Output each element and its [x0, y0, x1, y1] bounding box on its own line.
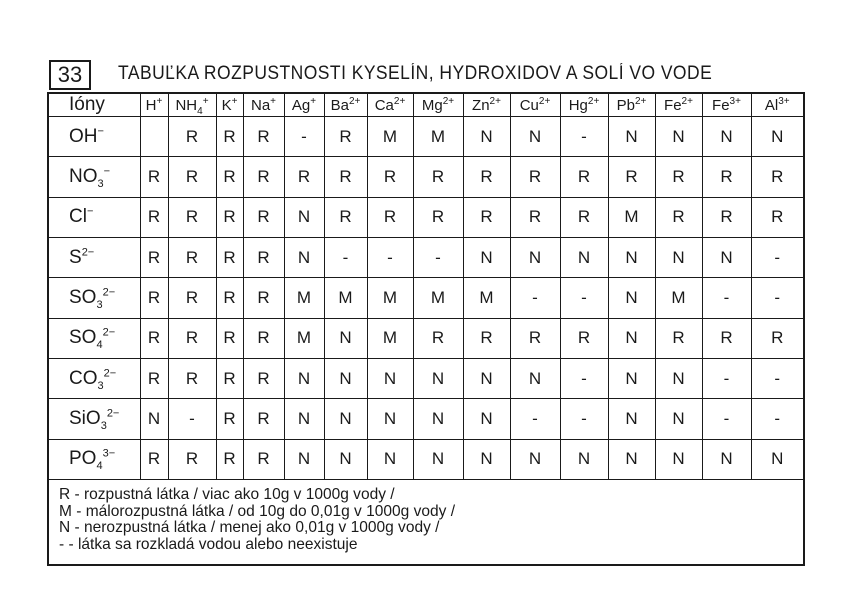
solubility-cell: -	[751, 278, 803, 318]
solubility-cell: N	[702, 237, 751, 277]
solubility-cell: R	[168, 318, 216, 358]
solubility-cell: N	[702, 117, 751, 157]
ion-symbol: H	[145, 96, 157, 114]
ion-symbol: SO	[69, 327, 97, 349]
ion-symbol: Na	[250, 96, 271, 114]
solubility-cell: -	[751, 399, 803, 439]
page-title: TABUĽKA ROZPUSTNOSTI KYSELÍN, HYDROXIDOV A SOLÍ VO VODE	[118, 63, 713, 84]
solubility-cell: N	[367, 399, 413, 439]
solubility-cell: N	[655, 399, 702, 439]
solubility-cell: M	[413, 117, 463, 157]
solubility-cell: R	[168, 117, 216, 157]
ion-symbol: Pb	[616, 96, 635, 114]
solubility-cell: N	[608, 318, 655, 358]
ion-symbol: SO	[69, 286, 97, 308]
solubility-table-frame	[47, 92, 805, 566]
ion-charge: 3+	[729, 95, 741, 107]
ion-charge: 2−	[81, 246, 95, 259]
solubility-cell: N	[413, 439, 463, 479]
table-row	[49, 399, 803, 439]
solubility-cell: R	[243, 399, 284, 439]
ion-symbol: Cl	[69, 206, 87, 228]
solubility-cell: R	[655, 318, 702, 358]
table-row	[49, 237, 803, 277]
ion-charge: 2+	[587, 95, 600, 107]
cation-header	[560, 94, 608, 117]
solubility-cell: R	[243, 117, 284, 157]
solubility-cell: -	[702, 399, 751, 439]
solubility-cell: N	[324, 358, 367, 398]
solubility-cell: R	[243, 278, 284, 318]
solubility-cell: N	[510, 237, 560, 277]
solubility-cell: R	[702, 197, 751, 237]
solubility-cell: M	[284, 278, 324, 318]
ion-charge: +	[270, 95, 277, 107]
solubility-cell: N	[413, 399, 463, 439]
solubility-cell: R	[463, 157, 510, 197]
solubility-cell: R	[216, 399, 243, 439]
ion-symbol: Cu	[519, 96, 539, 114]
ion-symbol: Hg	[568, 96, 588, 114]
solubility-cell: N	[463, 117, 510, 157]
table-row	[49, 197, 803, 237]
solubility-cell: -	[751, 237, 803, 277]
solubility-table	[49, 94, 803, 480]
ion-charge: 2+	[489, 95, 501, 107]
solubility-cell: R	[168, 278, 216, 318]
ion-symbol: Fe	[712, 96, 730, 114]
solubility-cell: N	[608, 237, 655, 277]
solubility-cell: N	[655, 439, 702, 479]
solubility-cell: R	[168, 439, 216, 479]
corner-label: Ióny	[49, 94, 140, 117]
cation-header	[216, 94, 243, 117]
solubility-cell: N	[463, 439, 510, 479]
solubility-cell: R	[702, 318, 751, 358]
solubility-cell	[140, 117, 168, 157]
solubility-cell: M	[367, 318, 413, 358]
anion-label	[49, 358, 140, 398]
ion-charge: −	[103, 165, 111, 178]
solubility-cell: R	[243, 439, 284, 479]
solubility-cell: R	[216, 157, 243, 197]
solubility-cell: N	[510, 439, 560, 479]
table-row	[49, 117, 803, 157]
solubility-cell: -	[702, 358, 751, 398]
ion-subscript: 4	[96, 339, 103, 352]
solubility-cell: R	[168, 358, 216, 398]
solubility-cell: R	[560, 197, 608, 237]
solubility-cell: -	[413, 237, 463, 277]
solubility-cell: N	[284, 358, 324, 398]
cation-header	[751, 94, 803, 117]
ion-charge: +	[231, 95, 238, 107]
ion-symbol: S	[69, 246, 82, 268]
solubility-cell: N	[608, 358, 655, 398]
ion-symbol: PO	[69, 448, 97, 470]
table-row	[49, 157, 803, 197]
cation-header	[140, 94, 168, 117]
table-body	[49, 117, 803, 480]
anion-label	[49, 157, 140, 197]
legend-line-m: M - málorozpustná látka / od 10g do 0,01g v 1000g vody /	[59, 502, 456, 520]
solubility-cell: R	[367, 197, 413, 237]
ion-charge: 2−	[106, 407, 120, 420]
solubility-cell: R	[140, 318, 168, 358]
solubility-cell: R	[140, 157, 168, 197]
solubility-cell: N	[284, 399, 324, 439]
solubility-cell: -	[560, 278, 608, 318]
solubility-cell: -	[168, 399, 216, 439]
ion-charge: 2−	[102, 326, 116, 339]
solubility-cell: N	[510, 117, 560, 157]
solubility-cell: N	[560, 237, 608, 277]
ion-subscript: 4	[96, 460, 103, 473]
ion-charge: +	[202, 95, 209, 107]
solubility-cell: R	[216, 358, 243, 398]
solubility-cell: N	[463, 237, 510, 277]
cation-header	[655, 94, 702, 117]
solubility-cell: R	[140, 278, 168, 318]
solubility-cell: R	[243, 197, 284, 237]
ion-symbol: Al	[764, 96, 779, 114]
ion-charge: 2−	[102, 286, 116, 299]
solubility-cell: -	[560, 399, 608, 439]
ion-subscript: 3	[97, 177, 104, 190]
solubility-cell: N	[463, 399, 510, 439]
solubility-cell: R	[216, 117, 243, 157]
anion-label	[49, 399, 140, 439]
solubility-cell: R	[413, 318, 463, 358]
cation-header	[413, 94, 463, 117]
anion-label	[49, 318, 140, 358]
solubility-cell: R	[463, 318, 510, 358]
solubility-cell: R	[216, 197, 243, 237]
cation-header	[463, 94, 510, 117]
ion-symbol: NO	[69, 165, 98, 187]
table-row	[49, 358, 803, 398]
solubility-cell: N	[367, 358, 413, 398]
cation-header	[702, 94, 751, 117]
table-row	[49, 318, 803, 358]
solubility-cell: N	[751, 439, 803, 479]
solubility-cell: R	[168, 197, 216, 237]
table-number-box	[49, 60, 91, 90]
cation-header	[367, 94, 413, 117]
solubility-cell: N	[608, 439, 655, 479]
ion-subscript: 3	[97, 379, 104, 392]
solubility-cell: R	[751, 157, 803, 197]
ion-charge: 3−	[102, 447, 116, 460]
anion-label	[49, 237, 140, 277]
ion-symbol: SiO	[69, 407, 101, 429]
solubility-cell: M	[463, 278, 510, 318]
ion-subscript: 3	[100, 419, 107, 432]
solubility-cell: R	[463, 197, 510, 237]
solubility-cell: M	[608, 197, 655, 237]
solubility-cell: N	[324, 439, 367, 479]
ion-symbol: Ag	[291, 96, 311, 114]
ion-charge: 2−	[103, 367, 117, 380]
solubility-cell: N	[702, 439, 751, 479]
solubility-cell: R	[608, 157, 655, 197]
solubility-cell: R	[510, 157, 560, 197]
solubility-cell: N	[324, 399, 367, 439]
ion-symbol: K	[221, 96, 232, 114]
solubility-cell: R	[655, 197, 702, 237]
solubility-cell: R	[510, 318, 560, 358]
legend-line-r: R - rozpustná látka / viac ako 10g v 1000g vody /	[59, 486, 395, 503]
solubility-cell: R	[216, 318, 243, 358]
solubility-cell: R	[243, 318, 284, 358]
solubility-cell: R	[367, 157, 413, 197]
solubility-cell: R	[140, 237, 168, 277]
solubility-cell: N	[655, 358, 702, 398]
solubility-cell: R	[324, 197, 367, 237]
ion-symbol: NH	[175, 96, 198, 114]
solubility-cell: M	[284, 318, 324, 358]
anion-label	[49, 117, 140, 157]
ion-symbol: Mg	[421, 96, 443, 114]
solubility-cell: R	[560, 157, 608, 197]
legend-line-dash: - - látka sa rozkladá vodou alebo neexistuje	[59, 535, 358, 553]
ion-symbol: Fe	[664, 96, 682, 114]
solubility-cell: N	[655, 117, 702, 157]
solubility-cell: N	[367, 439, 413, 479]
solubility-cell: N	[608, 278, 655, 318]
solubility-cell: -	[284, 117, 324, 157]
solubility-cell: -	[560, 117, 608, 157]
solubility-cell: -	[324, 237, 367, 277]
ion-charge: 2+	[393, 95, 406, 107]
cation-header	[510, 94, 560, 117]
cation-header	[324, 94, 367, 117]
legend-line-n: N - nerozpustná látka / menej ako 0,01g v 1000g vody /	[59, 519, 440, 536]
ion-charge: +	[310, 95, 317, 107]
solubility-cell: N	[655, 237, 702, 277]
ion-subscript: 4	[197, 105, 203, 117]
cation-header	[168, 94, 216, 117]
solubility-cell: -	[367, 237, 413, 277]
solubility-cell: R	[413, 197, 463, 237]
solubility-cell: R	[324, 117, 367, 157]
solubility-cell: R	[216, 278, 243, 318]
ion-charge: 2+	[681, 95, 693, 107]
ion-charge: 2+	[538, 95, 551, 107]
ion-symbol: Ca	[374, 96, 394, 114]
ion-charge: +	[156, 95, 163, 107]
solubility-cell: M	[655, 278, 702, 318]
solubility-cell: -	[510, 399, 560, 439]
solubility-cell: R	[140, 197, 168, 237]
solubility-cell: R	[510, 197, 560, 237]
solubility-cell: M	[324, 278, 367, 318]
solubility-cell: R	[140, 439, 168, 479]
solubility-cell: -	[510, 278, 560, 318]
solubility-cell: R	[243, 358, 284, 398]
solubility-cell: R	[140, 358, 168, 398]
solubility-cell: M	[367, 278, 413, 318]
solubility-cell: R	[284, 157, 324, 197]
ion-subscript: 3	[96, 298, 103, 311]
ion-symbol: CO	[69, 367, 98, 389]
solubility-cell: N	[284, 237, 324, 277]
solubility-cell: -	[560, 358, 608, 398]
solubility-cell: N	[463, 358, 510, 398]
cation-header	[608, 94, 655, 117]
solubility-cell: N	[510, 358, 560, 398]
solubility-cell: N	[140, 399, 168, 439]
solubility-cell: N	[560, 439, 608, 479]
ion-charge: 2+	[348, 95, 361, 107]
solubility-cell: R	[168, 237, 216, 277]
solubility-cell: R	[216, 439, 243, 479]
solubility-cell: N	[608, 117, 655, 157]
solubility-cell: R	[168, 157, 216, 197]
anion-label	[49, 439, 140, 479]
solubility-cell: N	[608, 399, 655, 439]
solubility-cell: R	[751, 318, 803, 358]
anion-label	[49, 278, 140, 318]
ion-symbol: OH	[69, 125, 98, 147]
ion-symbol: Ba	[330, 96, 349, 114]
solubility-cell: R	[702, 157, 751, 197]
solubility-cell: R	[655, 157, 702, 197]
table-row	[49, 278, 803, 318]
cation-header	[284, 94, 324, 117]
solubility-cell: N	[413, 358, 463, 398]
solubility-cell: R	[560, 318, 608, 358]
ion-charge: 3+	[778, 95, 790, 107]
solubility-cell: -	[702, 278, 751, 318]
solubility-cell: N	[284, 197, 324, 237]
ion-charge: 2+	[442, 95, 455, 107]
solubility-cell: R	[413, 157, 463, 197]
solubility-cell: R	[243, 157, 284, 197]
solubility-cell: N	[284, 439, 324, 479]
solubility-cell: R	[243, 237, 284, 277]
table-row	[49, 439, 803, 479]
ion-charge: 2+	[634, 95, 647, 107]
table-header-row	[49, 94, 803, 117]
solubility-cell: M	[367, 117, 413, 157]
solubility-cell: R	[216, 237, 243, 277]
solubility-cell: M	[413, 278, 463, 318]
solubility-cell: N	[751, 117, 803, 157]
ion-symbol: Zn	[472, 96, 490, 114]
solubility-cell: -	[751, 358, 803, 398]
table-number: 33	[57, 62, 83, 87]
anion-label	[49, 197, 140, 237]
solubility-cell: R	[751, 197, 803, 237]
ion-charge: −	[97, 125, 104, 138]
solubility-cell: R	[324, 157, 367, 197]
solubility-cell: N	[324, 318, 367, 358]
cation-header	[243, 94, 284, 117]
ion-charge: −	[86, 205, 94, 218]
legend	[59, 487, 467, 553]
